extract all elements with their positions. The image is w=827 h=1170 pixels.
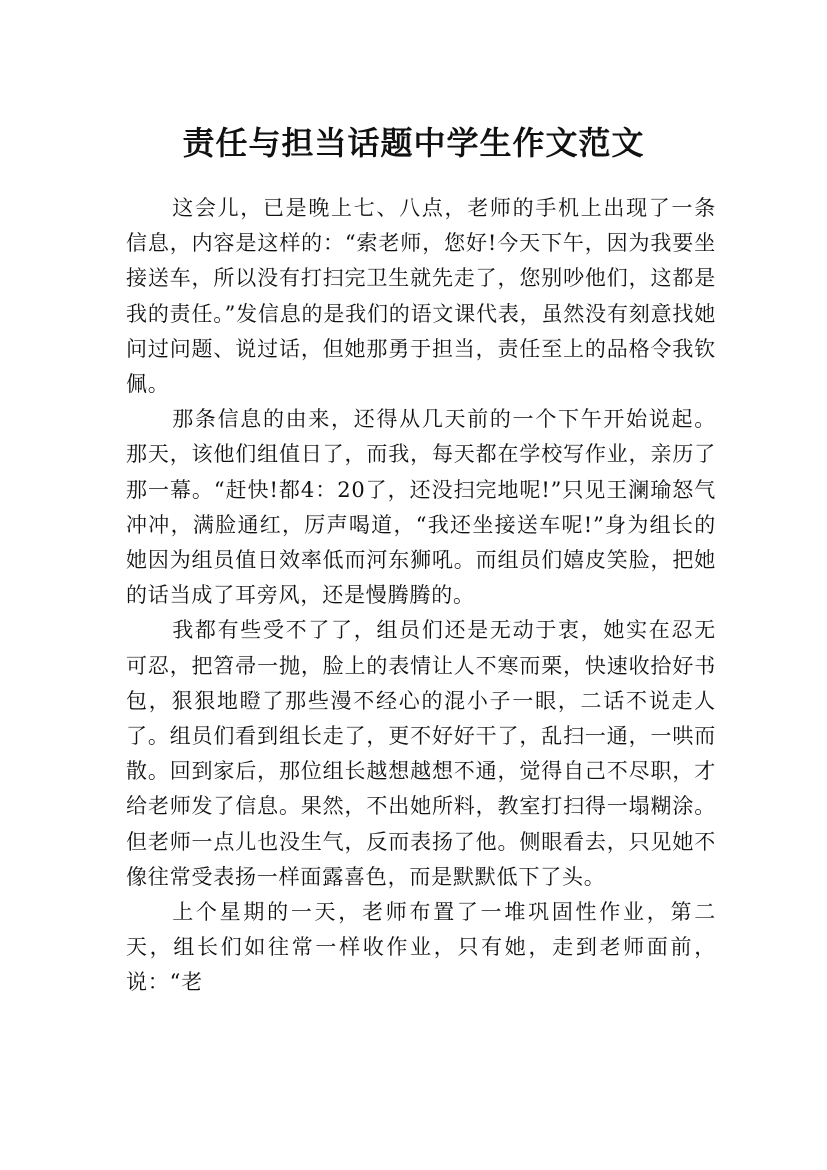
paragraph-1: 这会儿，已是晚上七、八点，老师的手机上出现了一条信息，内容是这样的：“索老师，您好!今天下午，因为我要坐接送车，所以没有打扫完卫生就先走了，您别吵他们，这都是我的责任。”发信息的是我们的语文课代表，虽然没有刻意找她问过问题、说过话，但她那勇于担当，责任至上的品格令我钦佩。 <box>126 196 716 397</box>
paragraph-4: 上个星期的一天，老师布置了一堆巩固性作业，第二天，组长们如往常一样收作业，只有她，走到老师面前，说：“老 <box>126 900 716 995</box>
paragraph-3: 我都有些受不了了，组员们还是无动于衷，她实在忍无可忍，把笤帚一抛，脸上的表情让人不寒而栗，快速收拾好书包，狠狠地瞪了那些漫不经心的混小子一眼，二话不说走人了。组员们看到组长走了，更不好好干了，乱扫一通，一哄而散。回到家后，那位组长越想越想不通，觉得自己不尽职，才给老师发了信息。果然，不出她所料，教室打扫得一塌糊涂。但老师一点儿也没生气，反而表扬了他。侧眼看去，只见她不像往常受表扬一样面露喜色，而是默默低下了头。 <box>126 618 716 889</box>
paragraph-2: 那条信息的由来，还得从几天前的一个下午开始说起。那天，该他们组值日了，而我，每天都在学校写作业，亲历了那一幕。“赶快!都4：20了，还没扫完地呢!”只见王澜瑜怒气冲冲，满脸通红，厉声喝道，“我还坐接送车呢!”身为组长的她因为组员值日效率低而河东狮吼。而组员们嬉皮笑脸，把她的话当成了耳旁风，还是慢腾腾的。 <box>126 407 716 608</box>
document-body <box>126 191 716 1001</box>
document-title: 责任与担当话题中学生作文范文 <box>182 124 645 163</box>
